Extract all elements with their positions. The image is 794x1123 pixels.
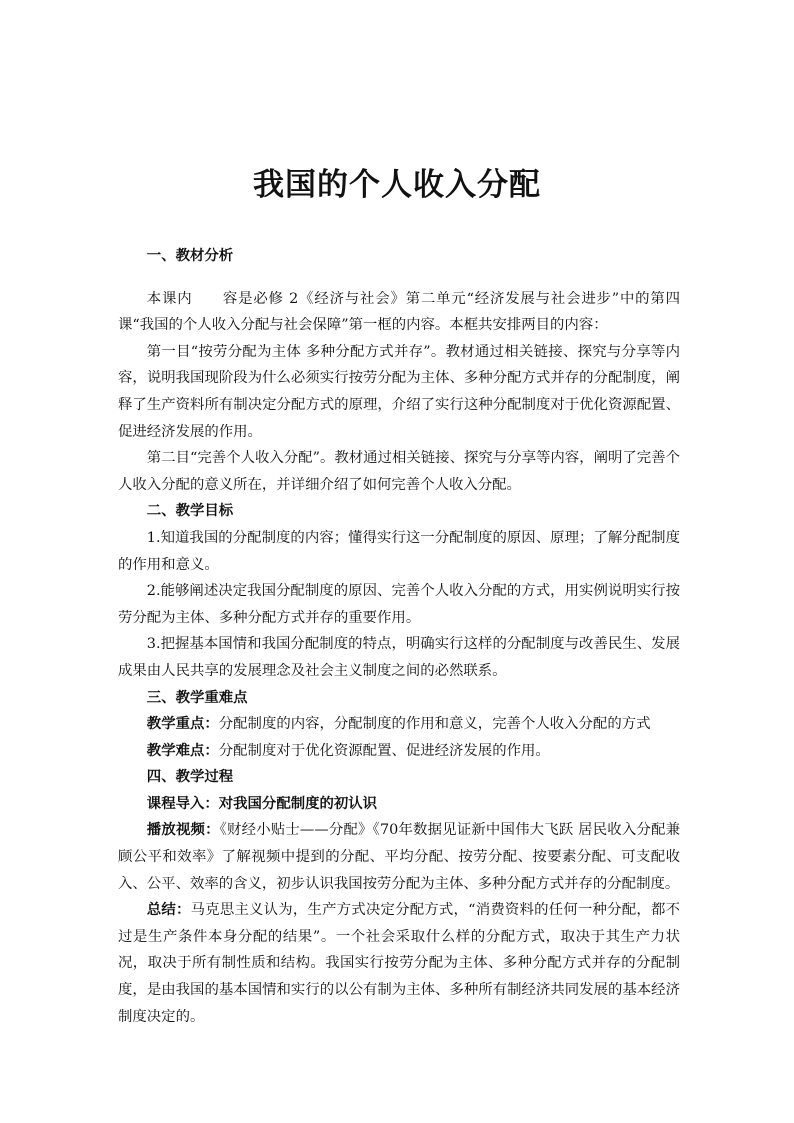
video-text: 《财经小贴士——分配》《70年数据见证新中国伟大飞跃 居民收入分配兼顾公平和效率》了解视频中提到的分配、平均分配、按劳分配、按要素分配、可支配收入、公平、效率的含义，初步认识我国按劳分配为主体、多种分配方式并存的分配制度。 [118, 822, 680, 892]
section-heading-analysis: 一、教材分析 [146, 247, 234, 264]
video-paragraph [118, 817, 680, 897]
objective-item-1: 1.知道我国的分配制度的内容；懂得实行这一分配制度的原因、原理；了解分配制度的作用和意义。 [118, 529, 680, 573]
section-heading-process: 四、教学过程 [146, 768, 234, 786]
summary-label: 总结： [146, 901, 191, 919]
section-heading-key-points: 三、教学重难点 [146, 688, 248, 706]
key-point-text: 分配制度的内容，分配制度的作用和意义，完善个人收入分配的方式 [218, 716, 651, 733]
summary-paragraph [118, 897, 680, 1030]
course-intro-heading: 课程导入：对我国分配制度的初认识 [146, 794, 378, 812]
key-point-line [118, 711, 680, 738]
paragraph-analysis-item-1: 第一目“按劳分配为主体 多种分配方式并存”。教材通过相关链接、探究与分享等内容，说明我国现阶段为什么必须实行按劳分配为主体、多种分配方式并存的分配制度，阐释了生产资料所有制决定分配方式的原理，介绍了实行这种分配制度对于优化资源配置、促进经济发展的作用。 [118, 343, 680, 440]
page-title: 我国的个人收入分配 [253, 167, 541, 203]
difficulty-label: 教学难点： [146, 741, 219, 759]
difficulty-line [118, 738, 680, 765]
difficulty-text: 分配制度对于优化资源配置、促进经济发展的作用。 [218, 742, 550, 759]
section-heading-objectives: 二、教学目标 [146, 502, 234, 520]
key-point-label: 教学重点： [146, 715, 219, 733]
paragraph-analysis-item-2: 第二目“完善个人收入分配”。教材通过相关链接、探究与分享等内容，阐明了完善个人收入分配的意义所在，并详细介绍了如何完善个人收入分配。 [118, 450, 680, 493]
video-label: 播放视频： [146, 821, 220, 839]
objective-item-2: 2.能够阐述决定我国分配制度的原因、完善个人收入分配的方式，用实例说明实行按劳分配为主体、多种分配方式并存的重要作用。 [118, 583, 680, 626]
summary-text: 马克思主义认为，生产方式决定分配方式，“消费资料的任何一种分配，都不过是生产条件本身分配的结果”。一个社会采取什么样的分配方式，取决于其生产力状况，取决于所有制性质和结构。我国实行按劳分配为主体、多种分配方式并存的分配制度，是由我国的基本国情和实行的以公有制为主体、多种所有制经济共同发展的基本经济制度决定的。 [118, 902, 680, 1025]
paragraph-analysis-intro: 本课内 容是必修 2《经济与社会》第二单元“经济发展与社会进步”中的第四课“我国的个人收入分配与社会保障”第一框的内容。本框共安排两目的内容： [118, 290, 680, 334]
objective-item-3: 3.把握基本国情和我国分配制度的特点，明确实行这样的分配制度与改善民生、发展成果由人民共享的发展理念及社会主义制度之间的必然联系。 [118, 636, 680, 679]
document-body [118, 243, 680, 1030]
